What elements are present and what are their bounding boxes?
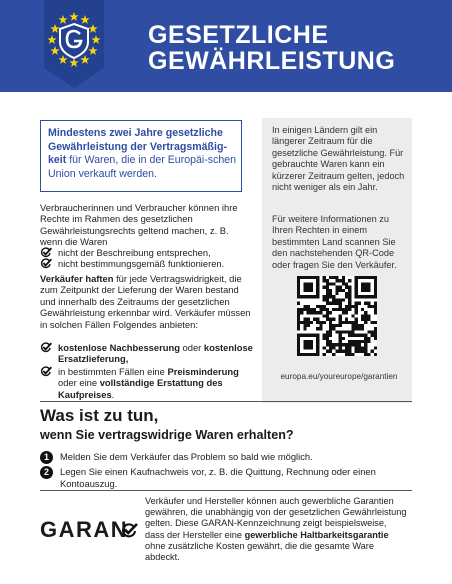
condition-text: nicht bestimmungsgemäß funktionieren. xyxy=(58,258,225,269)
key-message-box xyxy=(40,120,242,192)
step-number-badge: 1 xyxy=(40,451,53,464)
remedy-text: kostenlose Nachbesserung oder kostenlose Ersatzlieferung, xyxy=(58,342,253,365)
garan-wordmark: GARAN xyxy=(40,517,129,542)
garan-explanation: Verkäufer und Hersteller können auch gewerbliche Garantien gewähren, die unabhängig von der gesetzlichen Gewährleistung gelten. Diese GARAN-Kennzeichnung zeigt beispielsweise, dass der Hersteller eine gewerbliche Haltbarkeitsgarantie ohne zusätzliche Kosten gewährt, die die gesamte Ware abdeckt. xyxy=(145,496,407,563)
key-message-text: für Waren, die in der Europäi-schen Union verkauft werden. xyxy=(48,154,237,180)
liability-paragraph xyxy=(40,273,252,330)
header-banner xyxy=(0,0,452,92)
intro-paragraph: Verbraucherinnen und Verbraucher können ihre Rechte im Rahmen des gesetzlichen Gewährleistungsrechts geltend machen, z. B. wenn die Waren xyxy=(40,202,238,248)
section-divider xyxy=(40,490,412,491)
page-title xyxy=(148,22,395,74)
eu-stars-g-shield-icon xyxy=(44,0,104,88)
sidebar-url[interactable]: europa.eu/youreurope/garantien xyxy=(280,372,398,381)
check-circle-icon xyxy=(40,247,52,258)
check-circle-icon xyxy=(40,342,52,353)
title-line-2: GEWÄHRLEISTUNG xyxy=(148,47,396,75)
condition-text: nicht der Beschreibung entsprechen, xyxy=(58,247,211,258)
step-text: Melden Sie dem Verkäufer das Problem so bald wie möglich. xyxy=(60,451,313,462)
check-circle-icon xyxy=(40,258,52,269)
key-message-bold: Mindestens zwei Jahre gesetzliche Gewährleistung der Vertragsmäßig-keit xyxy=(48,127,227,167)
info-sidebar xyxy=(262,118,412,403)
sidebar-text-2: Für weitere Informationen zu Ihren Rechten in einem bestimmten Land scannen Sie den nachstehenden QR-Code oder fragen Sie den Verkäufer. xyxy=(272,214,397,270)
step-text: Legen Sie einen Kaufnachweis vor, z. B. die Quittung, Rechnung oder einen Kontoauszug. xyxy=(60,466,376,489)
liability-text: für jede Vertragswidrigkeit, die zum Zeitpunkt der Lieferung der Waren bestand und innerhalb des Zeitraums der gesetzlichen Gewährleistung erkennbar wird. Verkäufer müssen in solchen Fällen Folgendes anbieten: xyxy=(40,273,251,330)
qr-code[interactable] xyxy=(297,276,377,356)
section-subheading: wenn Sie vertragswidrige Waren erhalten? xyxy=(40,428,294,442)
title-line-1: GESETZLICHE xyxy=(148,21,329,49)
section-heading: Was ist zu tun, xyxy=(40,406,159,425)
check-circle-icon xyxy=(40,366,52,377)
sidebar-text-1: In einigen Ländern gilt ein längerer Zeitraum für die gesetzliche Gewährleistung. Für gebrauchte Waren kann ein kürzerer Zeitraum gelten, jedoch nicht weniger als ein Jahr. xyxy=(272,125,405,193)
step-number-badge: 2 xyxy=(40,466,53,479)
remedy-text: in bestimmten Fällen eine Preisminderung oder eine vollständige Erstattung des Kaufpreises. xyxy=(58,366,239,400)
liability-bold: Verkäufer haften xyxy=(40,273,114,284)
garan-logo xyxy=(40,514,140,544)
section-divider xyxy=(40,401,412,402)
garan-check-icon xyxy=(120,522,138,538)
